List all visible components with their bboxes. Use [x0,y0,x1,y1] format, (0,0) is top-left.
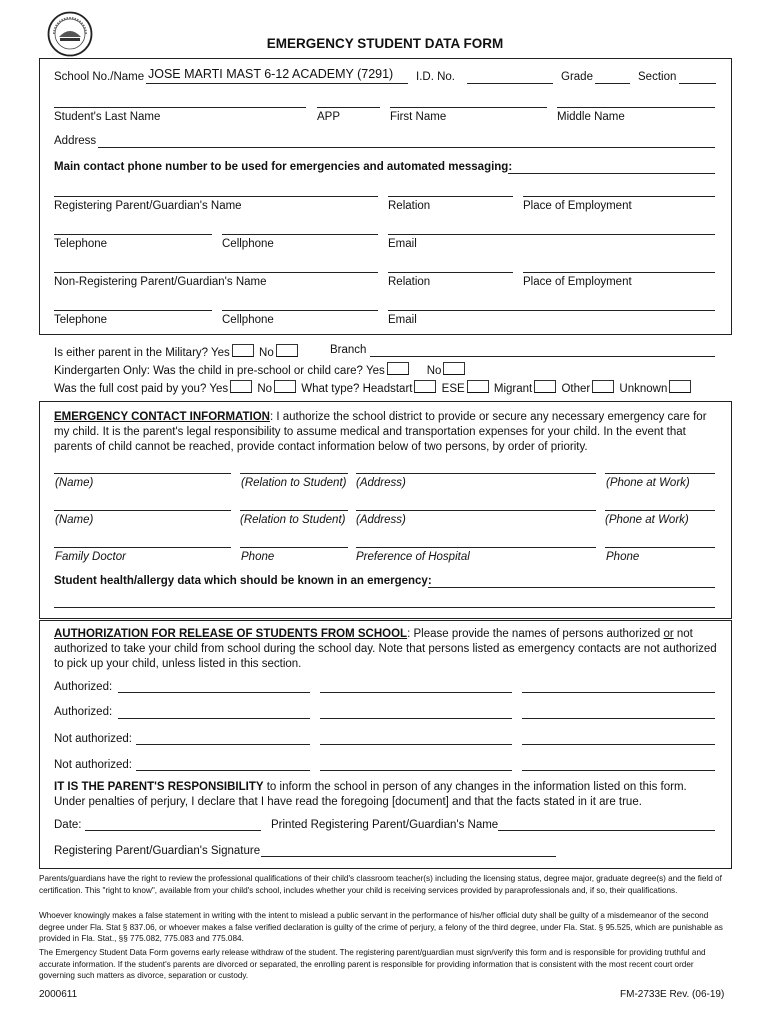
date-label: Date: [54,819,82,831]
authorized-1-field-a[interactable] [118,692,310,693]
branch-field[interactable] [370,356,715,357]
contact1-relation-label: (Relation to Student) [241,477,347,489]
contact2-relation-field[interactable] [240,510,348,511]
hospital-phone-label: Phone [606,551,640,563]
first-name-field[interactable] [390,107,547,108]
guardian2-email-label: Email [388,314,417,326]
footer-right-to-know: Parents/guardians have the right to review the professional qualifications of their child's classroom teacher(s) including the licensing status, degree major, graduate degree(s) and the field of certification. This "right to know", available from your child's school, includes whether your child is receiving services provided by paraprofessionals and, if so, their qualifications. [39,874,722,895]
migrant-label: Migrant [493,383,533,395]
not-authorized-label-2: Not authorized: [54,759,132,771]
other-checkbox[interactable] [592,380,614,393]
contact2-phone-field[interactable] [605,510,715,511]
address-label: Address [54,135,97,147]
footer-release-notice: The Emergency Student Data Form governs early release withdraw of the student. The registering parent/guardian must sign/verify this form and is responsible for providing truthful and accurate information. If the student's parents are divorced or separated, the enrolling parent is responsible for providing information that is consistent with the most recent court order governing such matters as divorce, separation or custody. [39,948,706,980]
kindergarten-yes-checkbox[interactable] [387,362,409,375]
military-no-label: No [259,347,274,359]
not-authorized-label-1: Not authorized: [54,733,132,745]
not-authorized-2-field-a[interactable] [136,770,310,771]
ese-label: ESE [441,383,465,395]
unknown-label: Unknown [619,383,668,395]
main-phone-label: Main contact phone number to be used for emergencies and automated messaging: [54,161,513,173]
military-no-checkbox[interactable] [276,344,298,357]
form-code-left: 2000611 [39,989,78,1000]
military-row [54,344,300,359]
contact1-name-label: (Name) [55,477,94,489]
release-text-a: : Please provide the names of persons authorized [407,628,664,640]
authorized-2-field-c[interactable] [522,718,715,719]
guardian2-employment-label: Place of Employment [523,276,632,288]
hospital-field[interactable] [356,547,596,548]
guardian2-relation-field[interactable] [388,272,513,273]
guardian2-telephone-label: Telephone [54,314,108,326]
not-authorized-1-field-c[interactable] [522,744,715,745]
cost-no-checkbox[interactable] [274,380,296,393]
guardian1-telephone-field[interactable] [54,234,212,235]
form-title: EMERGENCY STUDENT DATA FORM [266,36,504,51]
kindergarten-row [54,362,467,377]
doctor-field[interactable] [54,547,231,548]
cost-question: Was the full cost paid by you? [54,383,207,395]
kindergarten-question: Kindergarten Only: Was the child in pre-school or child care? [54,365,363,377]
last-name-field[interactable] [54,107,306,108]
military-yes-checkbox[interactable] [232,344,254,357]
id-field[interactable] [467,83,553,84]
branch-label: Branch [330,344,367,356]
responsibility-text: to inform the school in person of any changes in the information listed on this form. Under penalties of perjury, I declare that I have read the foregoing [document] and that the facts stated in it are true. [54,781,687,808]
release-heading: AUTHORIZATION FOR RELEASE OF STUDENTS FROM SCHOOL [54,628,408,640]
ese-checkbox[interactable] [467,380,489,393]
authorized-1-field-b[interactable] [320,692,512,693]
signature-label: Registering Parent/Guardian's Signature [54,845,261,857]
contact2-address-label: (Address) [356,514,406,526]
school-name-field[interactable] [146,83,408,84]
app-field[interactable] [317,107,380,108]
cost-no-label: No [257,383,273,395]
school-label: School No./Name [54,71,145,83]
emergency-heading: EMERGENCY CONTACT INFORMATION [54,411,270,423]
guardian1-email-label: Email [388,238,417,250]
military-yes-label: Yes [211,347,230,359]
guardian2-name-label: Non-Registering Parent/Guardian's Name [54,276,267,288]
printed-name-field[interactable] [498,830,715,831]
middle-name-label: Middle Name [557,111,625,123]
hospital-label: Preference of Hospital [356,551,470,563]
last-name-label: Student's Last Name [54,111,161,123]
authorized-1-field-c[interactable] [522,692,715,693]
doctor-label: Family Doctor [55,551,126,563]
contact1-address-field[interactable] [356,473,596,474]
grade-field[interactable] [595,83,630,84]
not-authorized-2-field-b[interactable] [320,770,512,771]
guardian1-name-field[interactable] [54,196,378,197]
guardian1-cellphone-field[interactable] [222,234,378,235]
not-authorized-1-field-a[interactable] [136,744,310,745]
guardian1-email-field[interactable] [388,234,715,235]
grade-label: Grade [561,71,593,83]
guardian2-relation-label: Relation [388,276,431,288]
doctor-phone-label: Phone [241,551,275,563]
authorized-label-2: Authorized: [54,706,113,718]
guardian1-relation-label: Relation [388,200,431,212]
emergency-text: : I authorize the school district to provide or secure any necessary emergency care for my child. It is the parent's legal responsibility to assume medical and transportation expenses for your child. In the event that parents of child cannot be reached, provide contact information below of two persons, by order of priority. [54,411,707,453]
first-name-label: First Name [390,111,447,123]
guardian2-cellphone-field[interactable] [222,310,378,311]
guardian1-name-label: Registering Parent/Guardian's Name [54,200,242,212]
guardian1-cellphone-label: Cellphone [222,238,274,250]
guardian2-telephone-field[interactable] [54,310,212,311]
middle-name-field[interactable] [557,107,715,108]
section-label: Section [638,71,677,83]
authorized-label-1: Authorized: [54,681,113,693]
unknown-checkbox[interactable] [669,380,691,393]
cost-yes-checkbox[interactable] [230,380,252,393]
contact1-phone-field[interactable] [605,473,715,474]
contact1-name-field[interactable] [54,473,231,474]
not-authorized-2-field-c[interactable] [522,770,715,771]
health-label: Student health/allergy data which should be known in an emergency: [54,575,432,587]
form-code-right: FM-2733E Rev. (06-19) [620,989,725,1000]
school-name-value: JOSE MARTI MAST 6-12 ACADEMY (7291) [148,67,394,81]
not-authorized-1-field-b[interactable] [320,744,512,745]
kindergarten-no-checkbox[interactable] [443,362,465,375]
kindergarten-no-label: No [426,365,442,377]
contact2-relation-label: (Relation to Student) [240,514,346,526]
cost-yes-label: Yes [209,383,229,395]
guardian1-telephone-label: Telephone [54,238,108,250]
guardian2-cellphone-label: Cellphone [222,314,274,326]
responsibility-paragraph [54,780,718,810]
printed-name-label: Printed Registering Parent/Guardian's Name [271,819,499,831]
what-type-label: What type? [301,383,360,395]
contact1-relation-field[interactable] [240,473,348,474]
main-phone-field[interactable] [508,173,715,174]
authorized-2-field-b[interactable] [320,718,512,719]
contact2-name-label: (Name) [55,514,94,526]
release-paragraph [54,627,718,672]
cost-row [54,380,693,395]
hospital-phone-field[interactable] [605,547,715,548]
health-field-2[interactable] [54,607,715,608]
authorized-2-field-a[interactable] [118,718,310,719]
headstart-checkbox[interactable] [414,380,436,393]
release-text-b: not authorized to take your child from school during the school day. Note that persons listed as emergency contacts are not authorized to pick up your child, unless listed in this section. [54,628,717,670]
contact2-name-field[interactable] [54,510,231,511]
contact1-address-label: (Address) [356,477,406,489]
release-or-word: or [663,628,674,640]
headstart-label: Headstart [362,383,413,395]
emergency-paragraph [54,410,718,455]
other-label: Other [561,383,591,395]
kindergarten-yes-label: Yes [365,365,385,377]
section-field[interactable] [679,83,716,84]
id-label: I.D. No. [416,71,455,83]
address-field[interactable] [98,147,715,148]
footer-perjury-notice: Whoever knowingly makes a false statement in writing with the intent to mislead a public servant in the performance of his/her official duty shall be guilty of a misdemeanor of the second degree under Fla. Stat § 837.06, or whoever makes a false verified declaration is guilty of the crime of perjury, a felony of the third degree, under Fla. Stat. § 95.525, which are punishable as provided in Fla. Stat., §§ 775.082, 775.083 and 775.084. [39,911,723,943]
doctor-phone-field[interactable] [240,547,348,548]
contact2-phone-label: (Phone at Work) [605,514,689,526]
guardian2-name-field[interactable] [54,272,378,273]
military-question: Is either parent in the Military? [54,347,209,359]
contact1-phone-label: (Phone at Work) [606,477,690,489]
contact2-address-field[interactable] [356,510,596,511]
guardian1-relation-field[interactable] [388,196,513,197]
guardian1-employment-label: Place of Employment [523,200,632,212]
app-label: APP [317,111,341,123]
signature-field[interactable] [261,856,556,857]
date-field[interactable] [85,830,261,831]
migrant-checkbox[interactable] [534,380,556,393]
responsibility-heading: IT IS THE PARENT'S RESPONSIBILITY [54,781,264,793]
guardian2-employment-field[interactable] [523,272,715,273]
guardian1-employment-field[interactable] [523,196,715,197]
health-field-1[interactable] [428,587,715,588]
guardian2-email-field[interactable] [388,310,715,311]
